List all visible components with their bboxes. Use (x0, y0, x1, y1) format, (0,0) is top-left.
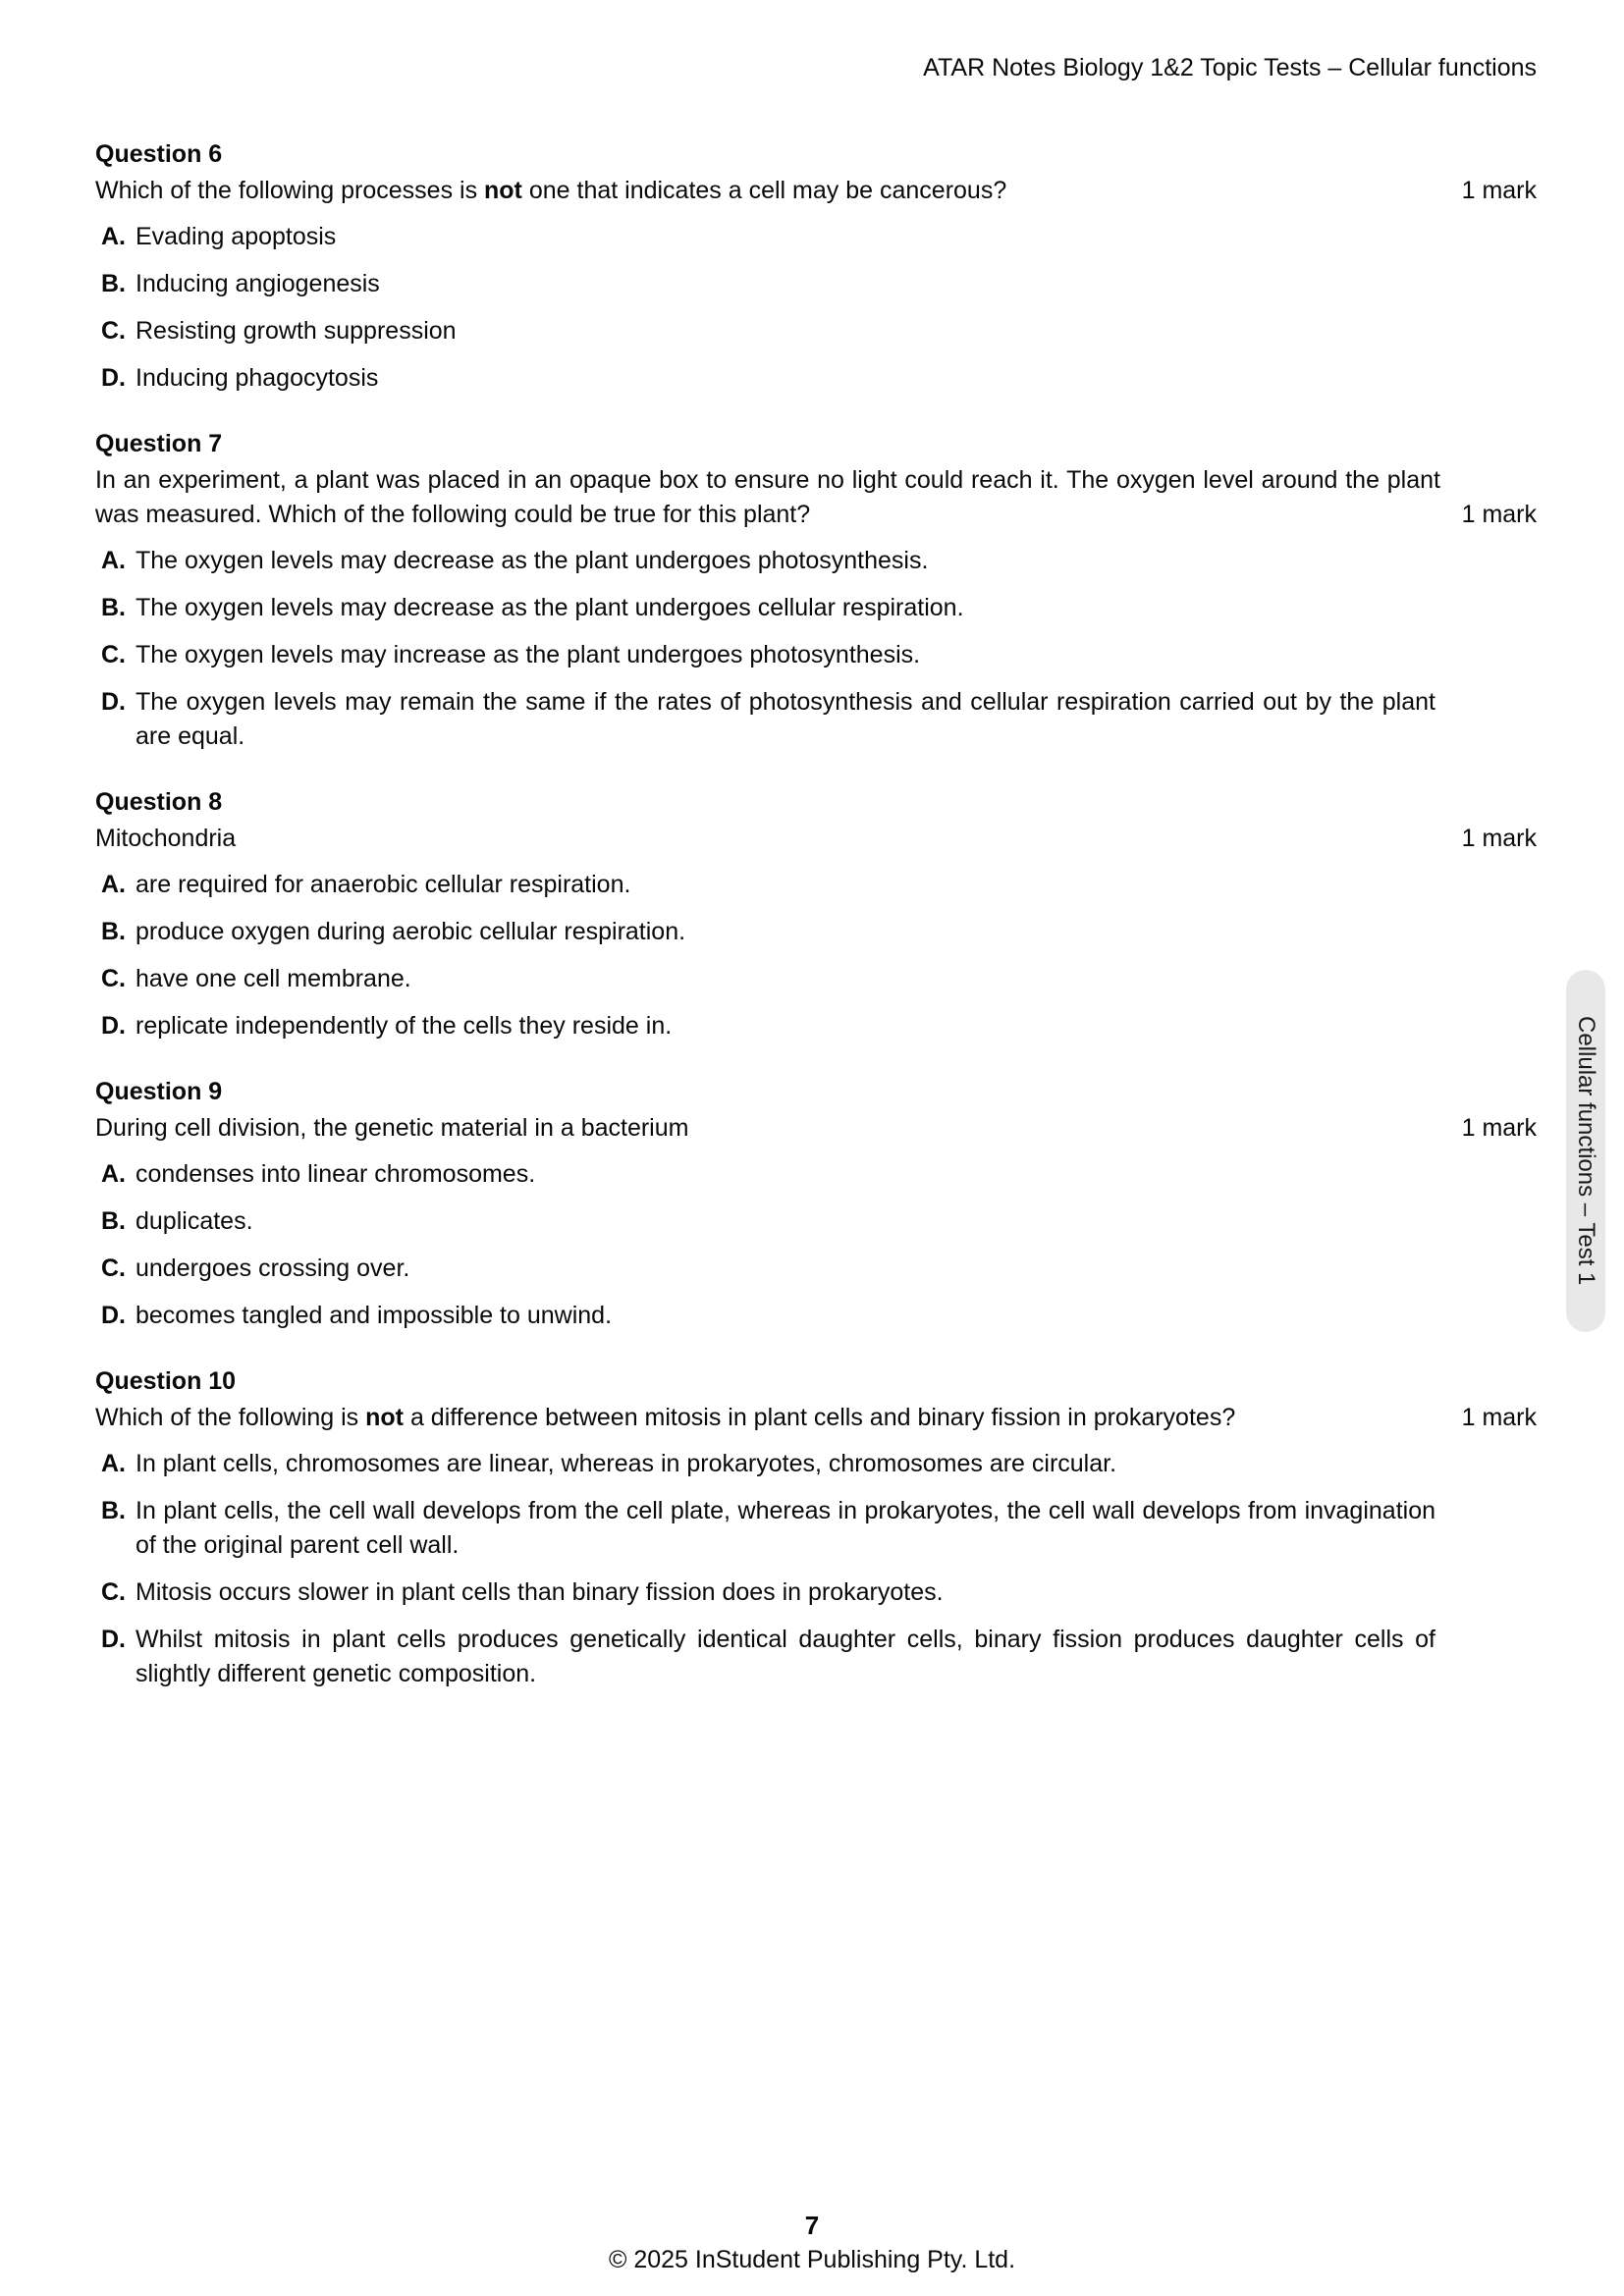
option-d (101, 1009, 1537, 1043)
question-stem-row (95, 174, 1537, 208)
option-b (101, 915, 1537, 949)
option-b (101, 267, 1537, 301)
option-d (101, 685, 1537, 754)
option-letter: C. (101, 317, 126, 345)
question-stem-row (95, 1111, 1537, 1146)
option-letter: A. (101, 1450, 126, 1477)
question-stem (95, 822, 1440, 856)
question-stem (95, 1111, 1440, 1146)
copyright-notice: © 2025 InStudent Publishing Pty. Ltd. (608, 2246, 1016, 2273)
option-a (101, 220, 1537, 254)
question-stem (95, 1401, 1440, 1435)
option-letter: B. (101, 594, 126, 621)
option-a (101, 544, 1537, 578)
question-heading: Question 6 (95, 140, 223, 168)
question-7 (95, 427, 1537, 754)
option-a (101, 868, 1537, 902)
question-9 (95, 1075, 1537, 1333)
option-letter: B. (101, 1207, 126, 1235)
option-c (101, 962, 1537, 996)
option-letter: D. (101, 1012, 126, 1040)
option-letter: D. (101, 688, 126, 716)
option-text: In plant cells, chromosomes are linear, whereas in prokaryotes, chromosomes are circular. (135, 1450, 1117, 1477)
option-d (101, 1299, 1537, 1333)
option-b (101, 1204, 1537, 1239)
stem-text-before: Which of the following processes is (95, 177, 485, 204)
stem-text-before: During cell division, the genetic material in a bacterium (95, 1114, 689, 1142)
option-text: Whilst mitosis in plant cells produces genetically identical daughter cells, binary fission produces daughter cells of slightly different genetic composition. (135, 1626, 1435, 1687)
question-stem (95, 174, 1440, 208)
option-text: Resisting growth suppression (135, 317, 457, 345)
question-stem-row (95, 463, 1537, 532)
mark-label: 1 mark (1461, 1114, 1537, 1142)
mark-label: 1 mark (1461, 501, 1537, 528)
questions-content (95, 137, 1537, 1691)
question-heading: Question 7 (95, 430, 223, 457)
option-text: replicate independently of the cells they reside in. (135, 1012, 673, 1040)
question-heading: Question 8 (95, 788, 223, 816)
page-number: 7 (804, 2211, 820, 2240)
question-6 (95, 137, 1537, 396)
option-text: condenses into linear chromosomes. (135, 1160, 536, 1188)
option-text: produce oxygen during aerobic cellular respiration. (135, 918, 686, 945)
question-stem-row (95, 822, 1537, 856)
option-letter: D. (101, 1302, 126, 1329)
stem-text-bold: not (484, 177, 522, 204)
option-letter: B. (101, 1497, 126, 1524)
option-letter: A. (101, 547, 126, 574)
option-text: Inducing angiogenesis (135, 270, 380, 297)
chapter-side-tab (1566, 970, 1605, 1332)
option-d (101, 1623, 1537, 1691)
option-letter: B. (101, 270, 126, 297)
stem-text-after: a difference between mitosis in plant cells and binary fission in prokaryotes? (404, 1404, 1236, 1431)
side-tab-label: Cellular functions – Test 1 (1573, 1016, 1599, 1286)
option-text: The oxygen levels may remain the same if the rates of photosynthesis and cellular respiration carried out by the plant are equal. (135, 688, 1435, 750)
option-letter: A. (101, 223, 126, 250)
option-text: becomes tangled and impossible to unwind. (135, 1302, 613, 1329)
mark-label: 1 mark (1461, 1404, 1537, 1431)
page-header-title: ATAR Notes Biology 1&2 Topic Tests – Cellular functions (923, 54, 1537, 81)
option-c (101, 1575, 1537, 1610)
stem-text-after: one that indicates a cell may be cancerous? (521, 177, 1007, 204)
option-text: undergoes crossing over. (135, 1255, 410, 1282)
option-letter: A. (101, 871, 126, 898)
option-b (101, 591, 1537, 625)
question-heading: Question 9 (95, 1078, 223, 1105)
option-letter: B. (101, 918, 126, 945)
option-d (101, 361, 1537, 396)
option-c (101, 1252, 1537, 1286)
option-a (101, 1447, 1537, 1481)
question-8 (95, 785, 1537, 1043)
option-letter: A. (101, 1160, 126, 1188)
option-text: The oxygen levels may decrease as the plant undergoes cellular respiration. (135, 594, 964, 621)
option-a (101, 1157, 1537, 1192)
option-c (101, 314, 1537, 348)
option-text: The oxygen levels may decrease as the plant undergoes photosynthesis. (135, 547, 929, 574)
question-stem (95, 463, 1440, 532)
option-c (101, 638, 1537, 672)
question-stem-row (95, 1401, 1537, 1435)
stem-text-before: Which of the following is (95, 1404, 366, 1431)
option-text: Mitosis occurs slower in plant cells than binary fission does in prokaryotes. (135, 1578, 944, 1606)
stem-text-bold: not (365, 1404, 404, 1431)
mark-label: 1 mark (1461, 177, 1537, 204)
option-text: duplicates. (135, 1207, 253, 1235)
stem-text-before: In an experiment, a plant was placed in an opaque box to ensure no light could reach it. The oxygen level around the plant was measured. Which of the following could be true for this plant? (95, 466, 1440, 528)
option-text: The oxygen levels may increase as the plant undergoes photosynthesis. (135, 641, 921, 668)
option-letter: C. (101, 1255, 126, 1282)
option-text: are required for anaerobic cellular respiration. (135, 871, 631, 898)
option-letter: C. (101, 641, 126, 668)
stem-text-before: Mitochondria (95, 825, 237, 852)
option-text: Evading apoptosis (135, 223, 337, 250)
option-letter: D. (101, 364, 126, 392)
mark-label: 1 mark (1461, 825, 1537, 852)
option-letter: C. (101, 965, 126, 992)
option-letter: D. (101, 1626, 126, 1653)
option-text: In plant cells, the cell wall develops from the cell plate, whereas in prokaryotes, the cell wall develops from invagination of the original parent cell wall. (135, 1497, 1435, 1559)
question-heading: Question 10 (95, 1367, 237, 1395)
option-letter: C. (101, 1578, 126, 1606)
option-b (101, 1494, 1537, 1563)
question-10 (95, 1364, 1537, 1691)
option-text: Inducing phagocytosis (135, 364, 379, 392)
option-text: have one cell membrane. (135, 965, 411, 992)
page-footer (0, 2209, 1624, 2277)
